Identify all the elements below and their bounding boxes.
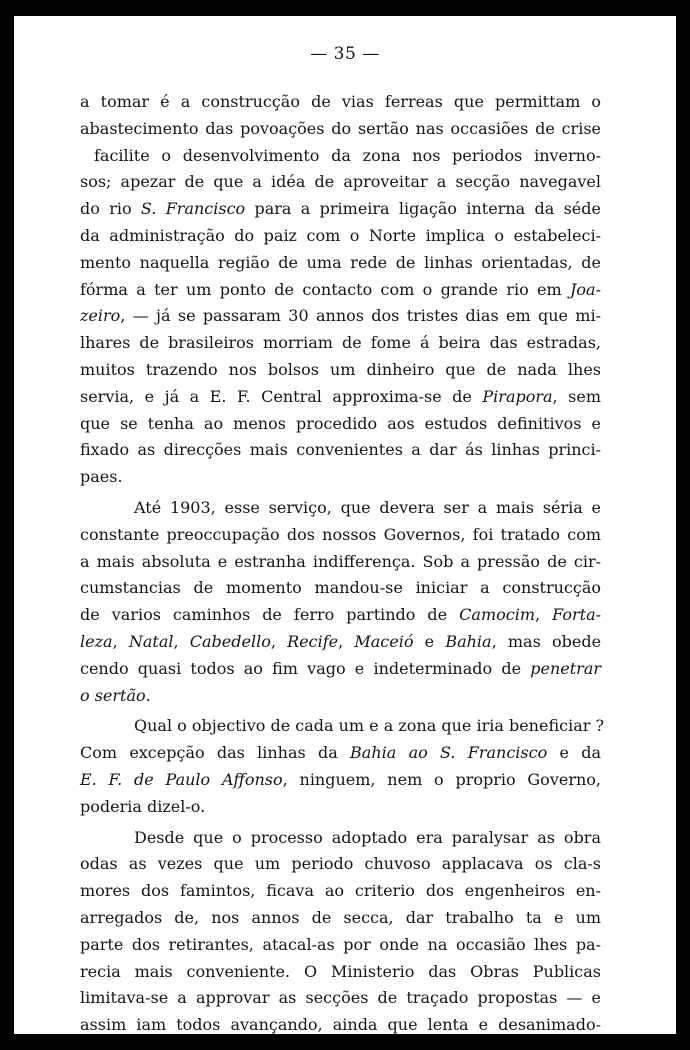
text-line: sos; apezar de que a idéa de aproveitar a secção navegavel [80,172,601,192]
text-line: cumstancias de momento mandou-se iniciar a construcção [80,578,601,598]
text-line: recia mais conveniente. O Ministerio das Obras Publicas [80,961,601,981]
text-line: que se tenha ao menos procedido aos estudos definitivos e [80,413,601,433]
document-page [14,16,676,1034]
text-line: paes. [80,467,123,487]
text-line: Até 1903, esse serviço, que devera ser a mais séria e [134,497,601,517]
paragraph-2 [80,495,601,709]
text-line: fórma a ter um ponto de contacto com o grande rio em Joa- [80,279,601,299]
text-line: muitos trazendo nos bolsos um dinheiro que de nada lhes [80,359,601,379]
text-line: Desde que o processo adoptado era paralysar as obra [134,827,601,847]
text-line: abastecimento das povoações do sertão nas occasiões de crise [80,118,601,138]
text-line: zeiro, — já se passaram 30 annos dos tristes dias em que mi- [80,306,601,326]
text-line: Qual o objectivo de cada um e a zona que iria beneficiar ? [134,716,605,736]
text-line: o sertão. [80,685,151,705]
text-line: a tomar é a construcção de vias ferreas que permittam o [80,92,601,111]
text-line: limitava-se a approvar as secções de traçado propostas — e [80,988,601,1008]
text-line: da administração do paiz com o Norte implica o estabeleci- [80,225,601,245]
text-line: servia, e já a E. F. Central approxima-se de Pirapora, sem [80,386,601,406]
text-line: Com excepção das linhas da Bahia ao S. Francisco e da [80,743,602,763]
text-line: parte dos retirantes, atacal-as por onde na occasião lhes pa- [80,934,601,954]
paragraph-1 [80,89,601,491]
text-line: arregados de, nos annos de secca, dar trabalho ta e um [80,907,601,927]
paragraph-4 [80,825,601,1034]
text-line: a mais absoluta e estranha indifferença. Sob a pressão de cir- [80,551,601,571]
body-text [80,89,605,1034]
text-line: facilite o desenvolvimento da zona nos periodos inverno- [94,145,601,165]
text-line: odas as vezes que um periodo chuvoso applacava os cla-s [80,854,601,874]
text-line: E. F. de Paulo Affonso, ninguem, nem o proprio Governo, [80,769,601,789]
page-number: — 35 — [310,44,380,64]
text-line: constante preoccupação dos nossos Governos, foi tratado com [80,524,601,544]
text-line: poderia dizel-o. [80,796,206,816]
text-line: fixado as direcções mais convenientes a dar ás linhas princi- [80,440,601,460]
text-line: assim iam todos avançando, ainda que lenta e desanimado- [80,1015,601,1034]
text-line: do rio S. Francisco para a primeira ligação interna da séde [80,199,601,219]
text-line: de varios caminhos de ferro partindo de Camocim, Forta- [80,605,602,625]
text-line: leza, Natal, Cabedello, Recife, Maceió e Bahia, mas obede [80,631,602,651]
text-line: mento naquella região de uma rede de linhas orientadas, de [80,252,601,272]
text-line: cendo quasi todos ao fim vago e indeterminado de penetrar [80,658,601,678]
paragraph-3 [80,713,605,820]
text-line: mores dos famintos, ficava ao criterio dos engenheiros en- [80,881,601,901]
text-line: lhares de brasileiros morriam de fome á beira das estradas, [80,333,601,353]
